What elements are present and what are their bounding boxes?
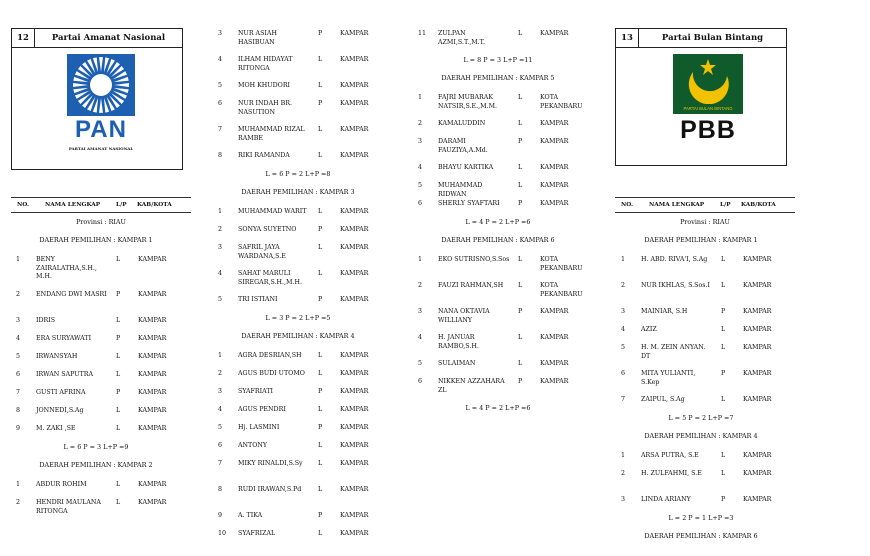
candidate-name: SAFRIL JAYA WARDANA,S.E	[238, 244, 286, 260]
candidate-gender: L	[318, 126, 323, 133]
candidate-kabkota: KAMPAR	[138, 371, 167, 378]
candidate-gender: L	[116, 371, 121, 378]
candidate-name: MIKY RINALDI,S.Sy	[238, 460, 303, 467]
candidate-gender: L	[116, 407, 121, 414]
dapil-heading: DAERAH PEMILIHAN : KAMPAR 6	[441, 236, 555, 244]
candidate-name: NANA OKTAVIA WILLIANY	[438, 308, 490, 324]
candidate-kabkota: KAMPAR	[340, 226, 369, 233]
candidate-number: 4	[16, 335, 21, 342]
candidate-name: AGRA DESRIAN,SH	[238, 352, 302, 359]
candidate-gender: P	[318, 100, 323, 107]
candidate-number: 6	[218, 442, 223, 449]
candidate-kabkota: KAMPAR	[743, 396, 772, 403]
candidate-gender: L	[721, 326, 726, 333]
candidate-gender: P	[721, 370, 726, 377]
candidate-name: JONNEDI,S.Ag	[36, 407, 84, 414]
candidate-kabkota: KAMPAR	[340, 208, 369, 215]
candidate-number: 10	[218, 530, 227, 537]
candidate-kabkota: KAMPAR	[540, 138, 569, 145]
candidate-name: SULAIMAN	[438, 360, 476, 367]
candidate-number: 4	[418, 334, 423, 341]
candidate-gender: P	[721, 308, 726, 315]
candidate-number: 2	[218, 226, 223, 233]
candidate-gender: L	[318, 208, 323, 215]
pbb-logo-text: PBB	[680, 116, 736, 144]
candidate-name: NUR ASIAH HASIBUAN	[238, 30, 277, 46]
candidate-number: 4	[418, 164, 423, 171]
dapil-heading: DAERAH PEMILIHAN : KAMPAR 6	[644, 532, 758, 540]
candidate-number: 6	[218, 100, 223, 107]
candidate-number: 1	[218, 208, 223, 215]
candidate-number: 3	[218, 30, 223, 37]
candidate-kabkota: KAMPAR	[340, 270, 369, 277]
dapil-heading: DAERAH PEMILIHAN : KAMPAR 4	[644, 432, 758, 440]
candidate-gender: L	[518, 94, 523, 101]
pan-party-number: 12	[12, 29, 35, 48]
candidate-kabkota: KAMPAR	[340, 152, 369, 159]
candidate-name: RUDI IRAWAN,S.Pd	[238, 486, 302, 493]
header-nama: NAMA LENGKAP	[649, 202, 705, 208]
candidate-name: EKO SUTRISNO,S.Sos	[438, 256, 510, 263]
candidate-number: 3	[218, 388, 223, 395]
candidate-number: 7	[218, 460, 223, 467]
candidate-gender: L	[518, 164, 523, 171]
candidate-name: SYAFRIATI	[238, 388, 274, 395]
dapil-summary: L = 5 P = 2 L+P =7	[668, 414, 734, 422]
candidate-kabkota: KAMPAR	[138, 335, 167, 342]
candidate-name: SYAFRIZAL	[238, 530, 276, 537]
candidate-kabkota: KAMPAR	[540, 200, 569, 207]
dapil-heading: DAERAH PEMILIHAN : KAMPAR 1	[39, 236, 153, 244]
candidate-kabkota: KAMPAR	[340, 126, 369, 133]
candidate-kabkota: KAMPAR	[340, 56, 369, 63]
pbb-party-name: Partai Bulan Bintang	[639, 29, 786, 48]
candidate-gender: P	[721, 496, 726, 503]
candidate-number: 1	[418, 94, 423, 101]
candidate-name: NUR IKHLAS, S.Sos.I	[641, 282, 710, 289]
candidate-gender: L	[116, 256, 121, 263]
candidate-name: BHAYU KARTIKA	[438, 164, 494, 171]
candidate-number: 1	[16, 481, 21, 488]
candidate-gender: L	[318, 460, 323, 467]
candidate-kabkota: KAMPAR	[340, 82, 369, 89]
candidate-gender: L	[518, 182, 523, 189]
candidate-name: MITA YULIANTI, S.Kep	[641, 370, 696, 386]
candidate-kabkota: KAMPAR	[138, 256, 167, 263]
candidate-number: 1	[621, 452, 626, 459]
candidate-number: 5	[621, 344, 626, 351]
candidate-name: SONYA SUYETNO	[238, 226, 297, 233]
candidate-gender: L	[721, 282, 726, 289]
candidate-number: 4	[218, 56, 223, 63]
candidate-name: ERA SURYAWATI	[36, 335, 92, 342]
candidate-kabkota: KAMPAR	[340, 460, 369, 467]
candidate-kabkota: KAMPAR	[540, 182, 569, 189]
candidate-name: IDRIS	[36, 317, 56, 324]
candidate-kabkota: KAMPAR	[340, 30, 369, 37]
crescent-star-icon	[673, 54, 743, 114]
candidate-gender: P	[318, 30, 323, 37]
candidate-name: KAMALUDDIN	[438, 120, 486, 127]
pbb-party-box	[615, 28, 787, 166]
dapil-heading: DAERAH PEMILIHAN : KAMPAR 1	[644, 236, 758, 244]
candidate-number: 2	[16, 291, 21, 298]
candidate-number: 8	[218, 152, 223, 159]
candidate-kabkota: KAMPAR	[340, 486, 369, 493]
candidate-number: 6	[418, 200, 423, 207]
candidate-kabkota: KAMPAR	[138, 317, 167, 324]
candidate-kabkota: KAMPAR	[540, 30, 569, 37]
candidate-kabkota: KAMPAR	[540, 378, 569, 385]
dapil-heading: DAERAH PEMILIHAN : KAMPAR 2	[39, 461, 153, 469]
candidate-gender: P	[318, 424, 323, 431]
candidate-number: 2	[621, 470, 626, 477]
candidate-kabkota: KAMPAR	[340, 388, 369, 395]
candidate-kabkota: KAMPAR	[743, 344, 772, 351]
candidate-gender: L	[318, 442, 323, 449]
candidate-name: H. ZULFAHMI, S.E	[641, 470, 702, 477]
pan-logo	[12, 48, 182, 169]
candidate-number: 3	[218, 244, 223, 251]
candidate-gender: L	[518, 256, 523, 263]
candidate-gender: L	[318, 56, 323, 63]
candidate-gender: L	[318, 82, 323, 89]
pbb-provinsi: Provinsi : RIAU	[680, 218, 730, 226]
dapil-summary: L = 2 P = 1 L+P =3	[668, 514, 734, 522]
header-lp: L/P	[116, 202, 127, 208]
header-kab: KAB/KOTA	[741, 202, 776, 208]
candidate-gender: L	[116, 353, 121, 360]
candidate-kabkota: KAMPAR	[340, 296, 369, 303]
candidate-gender: L	[721, 256, 726, 263]
candidate-number: 8	[218, 486, 223, 493]
candidate-kabkota: KAMPAR	[743, 470, 772, 477]
candidate-number: 5	[418, 360, 423, 367]
candidate-gender: P	[116, 389, 121, 396]
candidate-name: H. M. ZEIN ANYAN. DT	[641, 344, 706, 360]
pbb-logo	[616, 48, 786, 165]
candidate-number: 8	[16, 407, 21, 414]
dapil-heading: DAERAH PEMILIHAN : KAMPAR 4	[241, 332, 355, 340]
candidate-name: FAJRI MUBARAK NATSIR,S.E.,M.M.	[438, 94, 498, 110]
candidate-gender: P	[116, 335, 121, 342]
candidate-number: 5	[16, 353, 21, 360]
candidate-gender: L	[721, 344, 726, 351]
candidate-number: 2	[418, 282, 423, 289]
candidate-gender: L	[518, 360, 523, 367]
candidate-kabkota: KAMPAR	[743, 308, 772, 315]
dapil-heading: DAERAH PEMILIHAN : KAMPAR 5	[441, 74, 555, 82]
candidate-gender: L	[318, 152, 323, 159]
pan-sun-icon	[67, 54, 135, 116]
candidate-kabkota: KAMPAR	[743, 326, 772, 333]
candidate-kabkota: KAMPAR	[540, 164, 569, 171]
pan-logo-text: PAN	[75, 116, 127, 143]
candidate-kabkota: KAMPAR	[743, 282, 772, 289]
candidate-number: 3	[621, 308, 626, 315]
header-no: NO.	[17, 202, 30, 208]
candidate-kabkota: KAMPAR	[743, 370, 772, 377]
candidate-name: NUR INDAH BR. NASUTION	[238, 100, 293, 116]
candidate-name: LINDA ARIANY	[641, 496, 691, 503]
candidate-kabkota: KOTA PEKANBARU	[540, 282, 583, 298]
header-kab: KAB/KOTA	[137, 202, 172, 208]
candidate-gender: P	[318, 512, 323, 519]
candidate-number: 5	[418, 182, 423, 189]
candidate-gender: L	[318, 270, 323, 277]
pan-logo-subtext: PARTAI AMANAT NASIONAL	[68, 146, 134, 151]
candidate-number: 6	[16, 371, 21, 378]
candidate-kabkota: KAMPAR	[743, 256, 772, 263]
candidate-kabkota: KAMPAR	[540, 308, 569, 315]
candidate-gender: P	[518, 200, 523, 207]
pan-table-header	[11, 197, 191, 213]
header-lp: L/P	[720, 202, 731, 208]
candidate-kabkota: KAMPAR	[138, 481, 167, 488]
pbb-party-number: 13	[616, 29, 639, 48]
candidate-number: 7	[621, 396, 626, 403]
candidate-kabkota: KAMPAR	[340, 442, 369, 449]
candidate-kabkota: KAMPAR	[340, 352, 369, 359]
candidate-kabkota: KAMPAR	[138, 425, 167, 432]
candidate-gender: L	[518, 282, 523, 289]
candidate-number: 2	[218, 370, 223, 377]
candidate-number: 5	[218, 82, 223, 89]
candidate-kabkota: KAMPAR	[138, 389, 167, 396]
candidate-name: SHERLY SYAFTARI	[438, 200, 500, 207]
candidate-kabkota: KAMPAR	[138, 499, 167, 506]
candidate-gender: L	[518, 334, 523, 341]
candidate-gender: L	[116, 499, 121, 506]
candidate-name: AGUS BUDI UTOMO	[238, 370, 305, 377]
candidate-gender: L	[518, 120, 523, 127]
candidate-name: H. ABD. RIVA'I, S.Ag	[641, 256, 708, 263]
candidate-number: 7	[16, 389, 21, 396]
candidate-name: RIKI RAMANDA	[238, 152, 290, 159]
candidate-gender: L	[116, 481, 121, 488]
candidate-name: M. ZAKI ,SE	[36, 425, 76, 432]
candidate-kabkota: KAMPAR	[540, 120, 569, 127]
candidate-number: 2	[418, 120, 423, 127]
candidate-name: AGUS PENDRI	[238, 406, 286, 413]
candidate-kabkota: KAMPAR	[340, 424, 369, 431]
dapil-summary: L = 8 P = 3 L+P =11	[463, 56, 533, 64]
candidate-name: H. JANUAR RAMBO,S.H.	[438, 334, 479, 350]
candidate-gender: P	[318, 296, 323, 303]
pan-party-box	[11, 28, 183, 170]
candidate-kabkota: KAMPAR	[540, 334, 569, 341]
pbb-logo-subtext: PARTAI BULAN BINTANG	[683, 106, 733, 111]
candidate-gender: L	[318, 370, 323, 377]
candidate-gender: P	[518, 138, 523, 145]
candidate-number: 3	[418, 308, 423, 315]
candidate-gender: L	[318, 244, 323, 251]
pan-provinsi: Provinsi : RIAU	[76, 218, 126, 226]
candidate-number: 2	[16, 499, 21, 506]
candidate-name: AZIZ	[641, 326, 657, 333]
candidate-kabkota: KAMPAR	[340, 244, 369, 251]
dapil-summary: L = 6 P = 2 L+P =8	[265, 170, 331, 178]
candidate-gender: P	[318, 226, 323, 233]
candidate-gender: L	[116, 317, 121, 324]
candidate-kabkota: KAMPAR	[138, 353, 167, 360]
candidate-number: 9	[218, 512, 223, 519]
candidate-name: SAHAT MARULI SIREGAR,S.H.,M.H.	[238, 270, 302, 286]
candidate-name: MAINIAR, S.H	[641, 308, 688, 315]
candidate-name: ANTONY	[238, 442, 268, 449]
candidate-name: TRI ISTIANI	[238, 296, 278, 303]
candidate-number: 4	[218, 406, 223, 413]
header-no: NO.	[621, 202, 634, 208]
candidate-name: Hj. LASMINI	[238, 424, 280, 431]
candidate-gender: L	[318, 406, 323, 413]
candidate-number: 6	[418, 378, 423, 385]
dapil-heading: DAERAH PEMILIHAN : KAMPAR 3	[241, 188, 355, 196]
candidate-name: MUHAMMAD WARIT	[238, 208, 307, 215]
candidate-number: 3	[418, 138, 423, 145]
candidate-number: 11	[418, 30, 427, 37]
candidate-name: A. TIKA	[238, 512, 263, 519]
pan-party-name: Partai Amanat Nasional	[35, 29, 182, 48]
candidate-gender: P	[518, 378, 523, 385]
candidate-name: DARAMI FAUZIYA,A.Md.	[438, 138, 488, 154]
pbb-table-header	[615, 197, 795, 213]
candidate-gender: L	[721, 470, 726, 477]
candidate-name: MUHAMMAD RIDWAN	[438, 182, 483, 198]
candidate-name: ENDANG DWI MASRI	[36, 291, 107, 298]
candidate-name: BENY ZAIRALATHA,S.H., M.H.	[36, 256, 97, 281]
candidate-gender: L	[721, 396, 726, 403]
candidate-name: ZULPAN AZMI,S.T.,M.T.	[438, 30, 485, 46]
candidate-kabkota: KAMPAR	[340, 100, 369, 107]
candidate-gender: L	[721, 452, 726, 459]
dapil-summary: L = 4 P = 2 L+P =6	[465, 404, 531, 412]
candidate-kabkota: KAMPAR	[743, 452, 772, 459]
candidate-gender: L	[318, 486, 323, 493]
candidate-gender: L	[116, 425, 121, 432]
candidate-kabkota: KOTA PEKANBARU	[540, 94, 583, 110]
dapil-summary: L = 3 P = 2 L+P =5	[265, 314, 331, 322]
candidate-name: ABDUR ROHIM	[36, 481, 87, 488]
candidate-number: 1	[621, 256, 626, 263]
candidate-number: 4	[218, 270, 223, 277]
candidate-gender: P	[518, 308, 523, 315]
candidate-kabkota: KAMPAR	[743, 496, 772, 503]
candidate-number: 3	[621, 496, 626, 503]
candidate-kabkota: KAMPAR	[540, 360, 569, 367]
candidate-number: 1	[218, 352, 223, 359]
candidate-name: IRWAN SAPUTRA	[36, 371, 94, 378]
candidate-name: IRWANSYAH	[36, 353, 78, 360]
candidate-number: 3	[16, 317, 21, 324]
candidate-name: ZAIPUL, S.Ag	[641, 396, 685, 403]
candidate-kabkota: KAMPAR	[340, 370, 369, 377]
candidate-number: 5	[218, 424, 223, 431]
candidate-kabkota: KAMPAR	[340, 512, 369, 519]
header-nama: NAMA LENGKAP	[45, 202, 101, 208]
candidate-number: 1	[418, 256, 423, 263]
candidate-name: ILHAM HIDAYAT RITONGA	[238, 56, 293, 72]
candidate-name: NIKKEN AZZAHARA ZL	[438, 378, 505, 394]
candidate-kabkota: KAMPAR	[138, 407, 167, 414]
candidate-gender: L	[318, 352, 323, 359]
candidate-gender: L	[318, 530, 323, 537]
candidate-number: 6	[621, 370, 626, 377]
candidate-number: 1	[16, 256, 21, 263]
candidate-gender: L	[518, 30, 523, 37]
candidate-name: MOH KHUDORI	[238, 82, 291, 89]
dapil-summary: L = 6 P = 3 L+P =9	[63, 443, 129, 451]
candidate-name: HENDRI MAULANA RITONGA	[36, 499, 101, 515]
candidate-gender: P	[318, 388, 323, 395]
candidate-name: MUHAMMAD RIZAL RAMBE	[238, 126, 305, 142]
candidate-kabkota: KOTA PEKANBARU	[540, 256, 583, 272]
candidate-kabkota: KAMPAR	[340, 530, 369, 537]
candidate-number: 7	[218, 126, 223, 133]
candidate-kabkota: KAMPAR	[340, 406, 369, 413]
candidate-number: 4	[621, 326, 626, 333]
candidate-gender: P	[116, 291, 121, 298]
candidate-name: ARSA PUTRA, S.E	[641, 452, 699, 459]
candidate-kabkota: KAMPAR	[138, 291, 167, 298]
candidate-name: GUSTI AFRINA	[36, 389, 86, 396]
candidate-number: 5	[218, 296, 223, 303]
candidate-number: 2	[621, 282, 626, 289]
candidate-name: FAUZI RAHMAN,SH	[438, 282, 504, 289]
candidate-number: 9	[16, 425, 21, 432]
dapil-summary: L = 4 P = 2 L+P =6	[465, 218, 531, 226]
